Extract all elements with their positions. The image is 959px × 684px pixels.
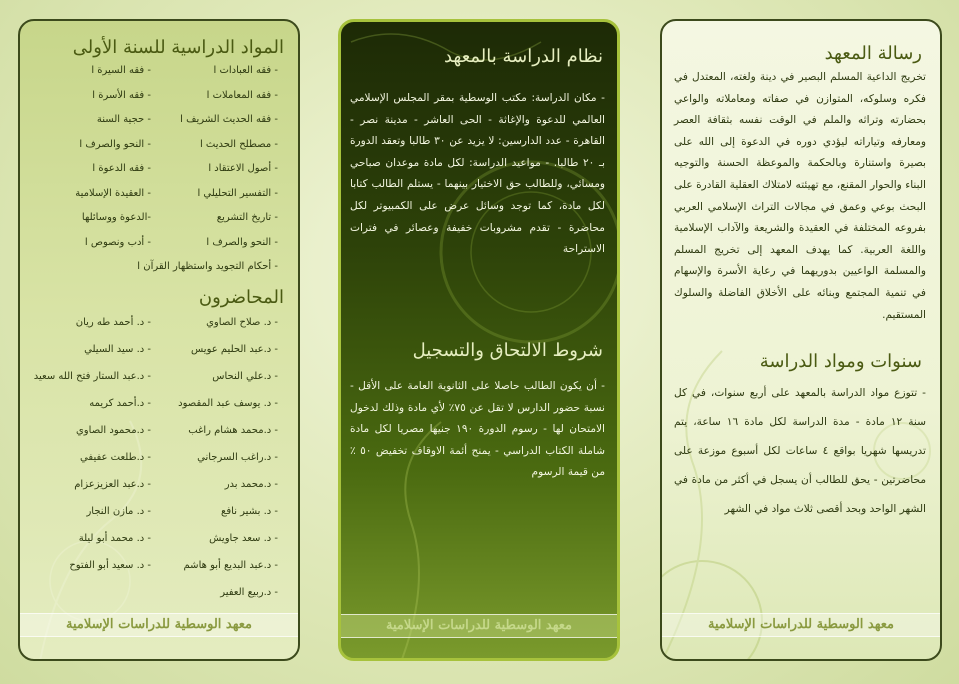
lecturer-item: - د.عبد البديع أبو هاشم bbox=[183, 560, 278, 571]
subject-item: - فقه السيرة ا bbox=[91, 65, 151, 76]
lecturer-item: - د. سيد السيلي bbox=[84, 344, 151, 355]
lecturer-item: - د. أحمد طه ريان bbox=[75, 317, 151, 328]
lecturer-item: - د. بشير نافع bbox=[221, 506, 278, 517]
lecturer-item: - د.ربيع العفير bbox=[220, 587, 278, 598]
panel-left bbox=[18, 19, 300, 661]
lecturer-item: - د.عبد العزيزعزام bbox=[74, 479, 151, 490]
subject-item: - أدب ونصوص ا bbox=[84, 236, 151, 248]
subject-item: - فقه المعاملات ا bbox=[206, 89, 278, 101]
subject-item: - النحو والصرف ا bbox=[79, 138, 151, 150]
admission-title: شروط الالتحاق والتسجيل bbox=[412, 340, 603, 361]
panel-middle bbox=[338, 19, 620, 661]
lecturer-item: - د.عبد الستار فتح الله سعيد bbox=[33, 371, 151, 382]
lecturers-title: المحاضرون bbox=[198, 287, 284, 308]
subject-item: - تاريخ التشريع bbox=[216, 212, 278, 223]
subject-item: - العقيدة الإسلامية bbox=[75, 187, 151, 199]
subject-item: - أصول الاعتقاد ا bbox=[208, 163, 278, 174]
lecturer-item: - د.علي النحاس bbox=[212, 371, 278, 382]
lecturer-item: - د. سعد جاويش bbox=[209, 533, 278, 544]
institute-footer: معهد الوسطية للدراسات الإسلامية bbox=[662, 613, 940, 637]
subject-item: - فقه الأسرة ا bbox=[92, 89, 151, 101]
subjects-list bbox=[32, 59, 278, 255]
subject-item: - مصطلح الحديث ا bbox=[199, 138, 278, 150]
subject-item: - فقه العبادات ا bbox=[213, 65, 278, 76]
mission-text: تخريج الداعية المسلم البصير في دينة ولغته، المعتدل في فكره وسلوكه، المتوازن في صفاته ومعاملاته والواعي بحضارته وتراثه والملم في الوقت نفسه بثقافة العصر ومعارفه وتياراته ليؤدي دوره في الدعوة إلى الله على بصيرة واستنارة وبالحكمة والموعظة الحسنة والتوجيه البناء والحوار المقنع، مع تهيئته لامتلاك العقلية القادرة على البحث بوعي وعمق في مجالات التراث الإسلامي العربي بفروعه المختلفة في العقيدة والشريعة والآداب الإسلامية واللغة العربية. كما يهدف المعهد إلى تخريج المسلم والمسلمة الواعيين بدوريهما في رعاية الأسرة والإسهام في تنمية المجتمع وبنائه على الأخلاق الفاضلة والسلوك المستقيم. bbox=[674, 71, 926, 321]
lecturer-item: - د.راغب السرجاني bbox=[197, 452, 278, 463]
first-year-subjects-title: المواد الدراسية للسنة الأولى bbox=[72, 37, 284, 58]
subject-item: - فقه الحديث الشريف ا bbox=[180, 114, 278, 125]
mission-title: رسالة المعهد bbox=[824, 43, 922, 64]
subject-item: - أحكام التجويد واستظهار القرآن ا bbox=[137, 261, 278, 272]
subject-item: - فقه الدعوة ا bbox=[92, 163, 151, 174]
lecturer-item: - د.محمد هشام راغب bbox=[188, 425, 278, 436]
subject-item: - النحو والصرف ا bbox=[206, 236, 278, 248]
study-system-text: - مكان الدراسة: مكتب الوسطية بمقر المجلس الإسلامي العالمي للدعوة والإغاثة - الحى العاشر - مدينة نصر - القاهرة - عدد الدارسين: لا يزيد عن ٣٠ طالبا وتعقد الدورة بـ ٢٠ طالبا. - مواعيد الدراسة: لكل مادة موعدان صباحي ومسائي، وللطالب حق الاختيار بينهما - يستلم الطالب كتابا لكل مادة، كما توجد وسائل عرض على الكمبيوتر لكل محاضرة - تقدم مشروبات خفيفة وعصائر في فترات الاستراحة bbox=[350, 92, 605, 256]
lecturers-list bbox=[32, 311, 278, 606]
institute-footer: معهد الوسطية للدراسات الإسلامية bbox=[20, 613, 298, 637]
lecturer-item: - د.محمود الصاوي bbox=[75, 425, 151, 436]
institute-footer: معهد الوسطية للدراسات الإسلامية bbox=[341, 614, 617, 638]
lecturer-item: - د. صلاح الصاوي bbox=[206, 317, 278, 328]
lecturer-item bbox=[32, 581, 151, 606]
lecturer-item: - د. يوسف عبد المقصود bbox=[178, 398, 278, 409]
years-title: سنوات ومواد الدراسة bbox=[759, 351, 922, 372]
lecturer-item: - د.أحمد كريمه bbox=[89, 398, 151, 409]
lecturer-item: - د.محمد بدر bbox=[224, 479, 278, 490]
lecturer-item: - د. سعيد أبو الفتوح bbox=[69, 560, 151, 571]
lecturer-item: - د.طلعت عفيفي bbox=[80, 452, 151, 463]
panel-right bbox=[660, 19, 942, 661]
study-system-title: نظام الدراسة بالمعهد bbox=[443, 46, 603, 67]
lecturer-item: - د.عبد الحليم عويس bbox=[191, 344, 278, 355]
subject-item: - حجية السنة bbox=[96, 114, 151, 125]
lecturer-item: - د. مازن النجار bbox=[86, 506, 151, 517]
subject-item: - التفسير التحليلي ا bbox=[197, 187, 278, 199]
years-text: - تتوزع مواد الدراسة بالمعهد على أربع سنوات، في كل سنة ١٢ مادة - مدة الدراسة لكل مادة ١٦ ساعة، يتم تدريسها شهريا بواقع ٤ ساعات لكل أسبوع موزعة على محاضرتين - يحق للطالب أن يسجل في أكثر من مادة في الشهر الواحد وبحد أقصى ثلاث مواد في الشهر bbox=[674, 387, 927, 515]
lecturer-item: - د. محمد أبو ليلة bbox=[78, 533, 151, 544]
admission-text: - أن يكون الطالب حاصلا على الثانوية العامة على الأقل - نسبة حضور الدارس لا تقل عن ٧٥٪ لأي مادة وذلك لدخول الامتحان لها - رسوم الدورة ١٩٠ جنيها مصريا لكل مادة شاملة الكتاب الدراسي - يمنح أئمة الاوقاف تخفيض ٥٠ ٪ من قيمة الرسوم bbox=[350, 380, 605, 479]
subject-item: -الدعوة ووسائلها bbox=[81, 212, 151, 223]
